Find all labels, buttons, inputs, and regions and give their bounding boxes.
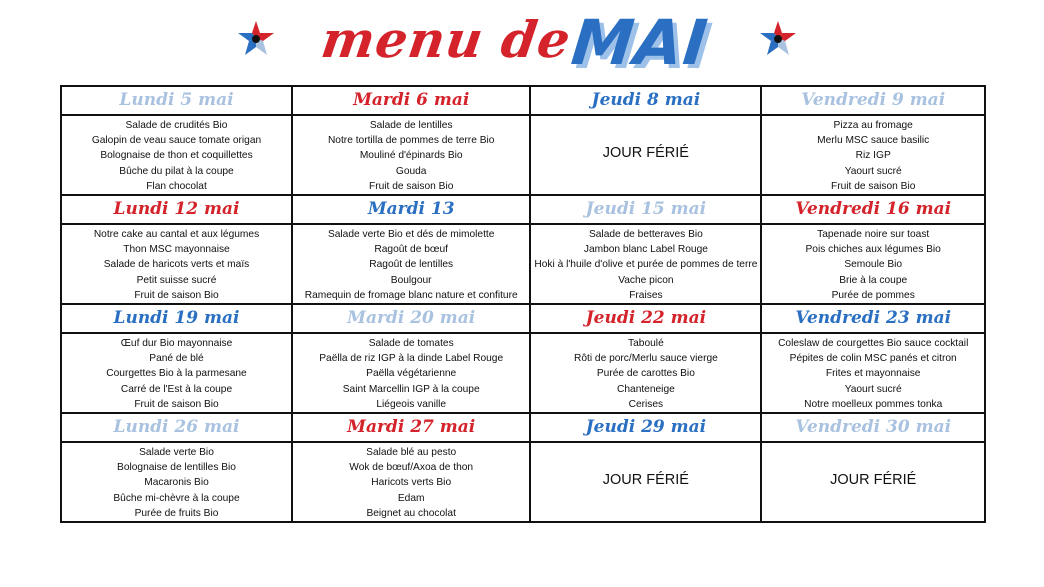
day-menu-cell [530,224,761,304]
menu-item: Bûche du pilat à la coupe [119,165,234,177]
menu-item: Beignet au chocolat [366,507,456,519]
day-header-cell [761,195,985,224]
menu-item: Rôti de porc/Merlu sauce vierge [573,353,718,365]
holiday-label: JOUR FÉRIÉ [602,144,689,161]
menu-item-list [762,334,984,412]
menu-item: Salade verte Bio [139,447,214,459]
menu-item: Frites et mayonnaise [825,368,921,380]
menu-item: Notre moelleux pommes tonka [804,398,943,410]
menu-item-list [531,225,760,303]
day-header-cell [530,195,761,224]
menu-item: Bûche mi-chèvre à la coupe [113,492,240,504]
menu-item: Salade blé au pesto [366,447,457,459]
menu-title-script: menu de [317,10,575,69]
menu-item: Salade de betteraves Bio [588,229,703,241]
day-menu-cell [761,333,985,413]
menu-item: Saint Marcellin IGP à la coupe [342,383,480,395]
day-label: Jeudi 29 mai [585,417,707,438]
day-header-cell [761,86,985,115]
menu-item: Petit suisse sucré [136,274,217,286]
menu-item: Pépites de colin MSC panés et citron [789,353,957,365]
menu-table [60,85,986,523]
menu-item: Merlu MSC sauce basilic [817,135,930,147]
menu-item: Fraises [629,289,663,301]
menu-item: Bolognaise de thon et coquillettes [100,150,253,162]
day-menu-cell [292,333,530,413]
day-menu-cell [530,333,761,413]
day-header-cell [761,304,985,333]
day-menu-cell [292,115,530,195]
day-label: Lundi 19 mai [113,308,240,329]
menu-item: Semoule Bio [844,259,903,271]
menu-item: Œuf dur Bio mayonnaise [120,338,233,350]
day-label: Jeudi 8 mai [591,90,701,110]
day-header-cell [530,86,761,115]
menu-item: Fruit de saison Bio [134,398,219,410]
menu-item: Pizza au fromage [833,120,913,131]
menu-item: Pois chiches aux légumes Bio [805,244,941,256]
day-menu-cell [761,442,985,522]
day-label: Mardi 6 mai [353,90,470,110]
menu-item-list [762,225,984,303]
menu-item: Tapenade noire sur toast [817,229,930,241]
menu-item: Hoki à l'huile d'olive et purée de pommes de terre [534,259,758,271]
menu-item: Chanteneige [617,383,675,395]
day-header-cell [530,413,761,442]
day-menu-cell [292,442,530,522]
menu-item: Fruit de saison Bio [134,289,219,301]
menu-item: Macaronis Bio [144,477,209,489]
menu-item: Carré de l'Est à la coupe [120,383,233,395]
menu-item: Purée de carottes Bio [596,368,695,380]
day-header-cell [292,413,530,442]
menu-item: Notre cake au cantal et aux légumes [93,229,260,241]
menu-item: Purée de pommes [831,289,915,301]
day-header-cell [61,304,292,333]
menu-item: Notre tortilla de pommes de terre Bio [327,135,495,147]
menu-item-list [762,116,984,194]
menu-item: Yaourt sucré [844,165,902,177]
menu-item: Thon MSC mayonnaise [123,244,230,256]
menu-item: Paëlla de riz IGP à la dinde Label Rouge [319,353,504,365]
menu-item: Ragoût de bœuf [374,244,448,256]
menu-item: Paëlla végétarienne [366,368,457,380]
menu-item: Courgettes Bio à la parmesane [106,368,247,380]
day-header-cell [61,86,292,115]
menu-item: Salade verte Bio et dés de mimolette [327,229,495,241]
menu-item: Galopin de veau sauce tomate origan [91,135,262,147]
menu-item: Fruit de saison Bio [369,180,454,192]
day-label: Lundi 5 mai [119,90,234,110]
menu-item-list [62,116,291,194]
menu-item: Salade de tomates [368,338,454,350]
day-header-cell [292,304,530,333]
menu-item: Yaourt sucré [844,383,902,395]
day-header-cell [61,195,292,224]
menu-title-month: MAI [568,6,712,79]
menu-item: Edam [397,492,425,504]
day-menu-cell [530,442,761,522]
menu-item: Jambon blanc Label Rouge [583,244,708,256]
day-header-cell [292,195,530,224]
day-label: Vendredi 23 mai [795,308,952,329]
day-label: Vendredi 9 mai [801,90,946,110]
day-menu-cell [530,115,761,195]
menu-item: Ragoût de lentilles [369,259,454,271]
menu-header [0,0,1044,84]
day-menu-cell [61,442,292,522]
menu-item: Liégeois vanille [376,398,447,410]
day-menu-cell [761,115,985,195]
menu-item: Cerises [628,398,664,410]
day-label: Jeudi 22 mai [585,308,707,329]
menu-item-list [531,334,760,412]
day-label: Lundi 12 mai [113,199,240,220]
day-label: Mardi 27 mai [347,417,476,438]
menu-item: Haricots verts Bio [371,477,452,489]
menu-item: Pané de blé [149,353,204,365]
day-label: Mardi 13 [367,199,455,220]
menu-item: Mouliné d'épinards Bio [359,150,463,162]
day-menu-cell [61,333,292,413]
day-label: Jeudi 15 mai [585,199,707,220]
day-menu-cell [61,224,292,304]
menu-item-list [62,225,291,303]
menu-item: Fruit de saison Bio [831,180,916,192]
menu-item-list [62,443,291,521]
menu-item: Bolognaise de lentilles Bio [117,462,236,474]
day-header-cell [61,413,292,442]
menu-item: Riz IGP [855,150,891,162]
menu-item: Flan chocolat [146,180,207,192]
menu-item: Boulgour [390,274,432,286]
menu-item: Brie à la coupe [839,274,908,286]
day-menu-cell [292,224,530,304]
menu-item: Coleslaw de courgettes Bio sauce cocktail [778,338,969,350]
menu-item-list [293,334,529,412]
day-label: Lundi 26 mai [113,417,240,438]
star-icon [758,18,798,58]
holiday-label: JOUR FÉRIÉ [830,471,917,488]
day-menu-cell [761,224,985,304]
menu-item: Ramequin de fromage blanc nature et confiture [304,289,518,301]
menu-item: Gouda [395,165,427,177]
menu-item: Salade de lentilles [369,120,453,131]
menu-item-list [293,443,529,521]
holiday-label: JOUR FÉRIÉ [602,471,689,488]
day-header-cell [530,304,761,333]
menu-item: Salade de crudités Bio [125,120,228,131]
day-header-cell [292,86,530,115]
day-header-cell [761,413,985,442]
day-menu-cell [61,115,292,195]
menu-item: Salade de haricots verts et maïs [103,259,250,271]
menu-item-list [293,225,529,303]
day-label: Vendredi 30 mai [795,417,952,438]
menu-item: Taboulé [628,338,664,350]
menu-item-list [293,116,529,194]
day-label: Vendredi 16 mai [795,199,952,220]
menu-item: Wok de bœuf/Axoa de thon [349,462,474,474]
star-icon [236,18,276,58]
day-label: Mardi 20 mai [347,308,476,329]
menu-item: Purée de fruits Bio [134,507,219,519]
menu-item-list [62,334,291,412]
menu-item: Vache picon [618,274,674,286]
